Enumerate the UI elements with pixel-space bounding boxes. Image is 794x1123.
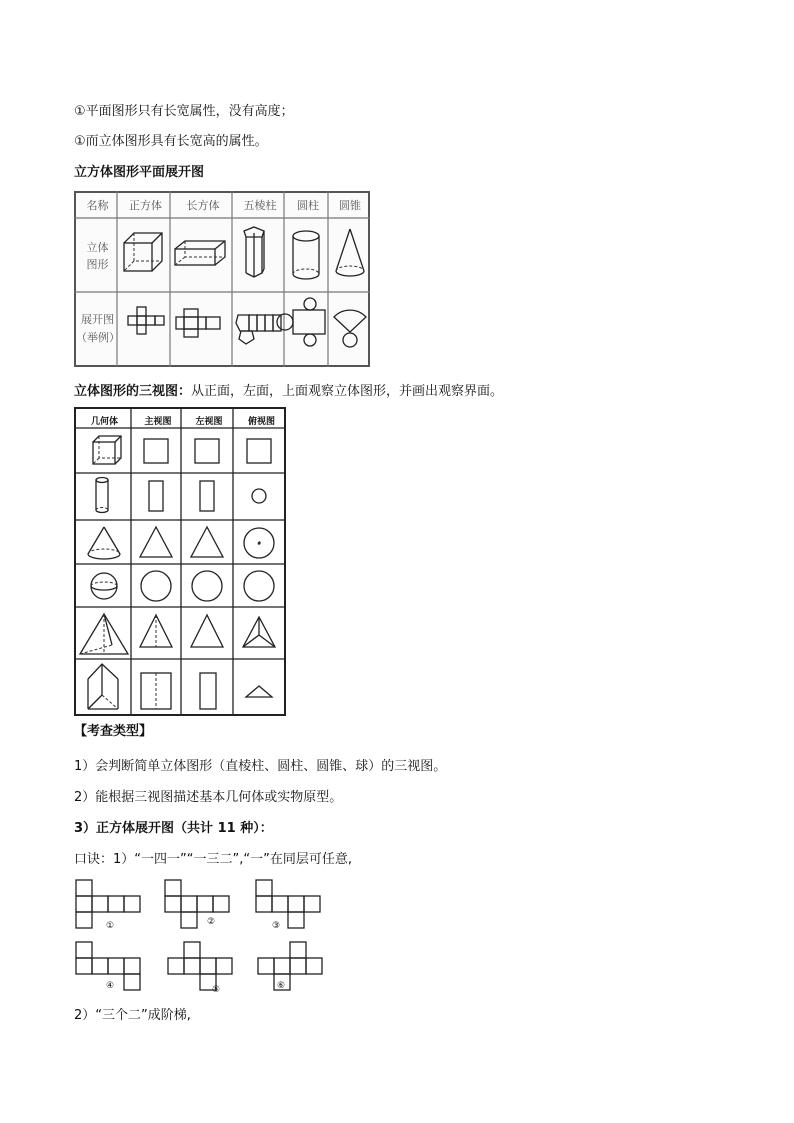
net-label-2: ②	[207, 917, 216, 927]
three-view-header-0: 几何体	[90, 417, 118, 427]
net-label-3: ③	[272, 921, 281, 931]
text-line-1: ①平面图形只有长宽属性，没有高度；	[74, 104, 294, 119]
item-2: 2）能根据三视图描述基本几何体或实物原型。	[74, 790, 343, 805]
unfold-header-5: 圆锥	[339, 199, 361, 212]
net-label-1: ①	[106, 921, 115, 931]
unfold-row-label-solid: 立体 图形	[86, 241, 109, 271]
heading-three-views	[74, 384, 503, 400]
unfold-header-4: 圆柱	[297, 199, 319, 212]
three-view-header-2: 左视图	[195, 417, 223, 427]
three-view-grid	[74, 407, 286, 716]
net-label-4: ④	[106, 981, 115, 991]
mnemonic: 口诀：1）“一四一”“一三二”,“一”在同层可任意,	[74, 852, 352, 867]
heading-three-views-bold: 立体图形的三视图：	[74, 384, 192, 399]
unfold-table	[74, 191, 370, 367]
net-label-5: ⑤	[212, 985, 221, 995]
text-line-2: ①而立体图形具有长宽高的属性。	[74, 134, 268, 149]
unfold-header-1: 正方体	[129, 199, 162, 212]
three-view-header-3: 俯视图	[247, 417, 275, 427]
unfold-header-3: 五棱柱	[243, 199, 277, 212]
unfold-row-label-net: 展开图 （举例）	[76, 313, 120, 344]
heading-three-views-rest: 从正面，左面，上面观察立体图形，并画出观察界面。	[191, 384, 504, 399]
unfold-header-0: 名称	[86, 199, 109, 212]
unfold-header-2: 长方体	[186, 199, 220, 212]
net-label-6: ⑥	[277, 981, 286, 991]
section-exam-types: 【考查类型】	[74, 724, 153, 739]
cube-nets	[74, 878, 344, 998]
item-3: 3）正方体展开图（共计 11 种）：	[74, 821, 273, 836]
three-view-header-1: 主视图	[144, 417, 172, 427]
three-view-table	[74, 407, 286, 716]
heading-unfold: 立方体图形平面展开图	[74, 165, 205, 180]
item-1: 1）会判断简单立体图形（直棱柱、圆柱、圆锥、球）的三视图。	[74, 759, 447, 774]
item-4: 2）“三个二”成阶梯,	[74, 1008, 191, 1023]
